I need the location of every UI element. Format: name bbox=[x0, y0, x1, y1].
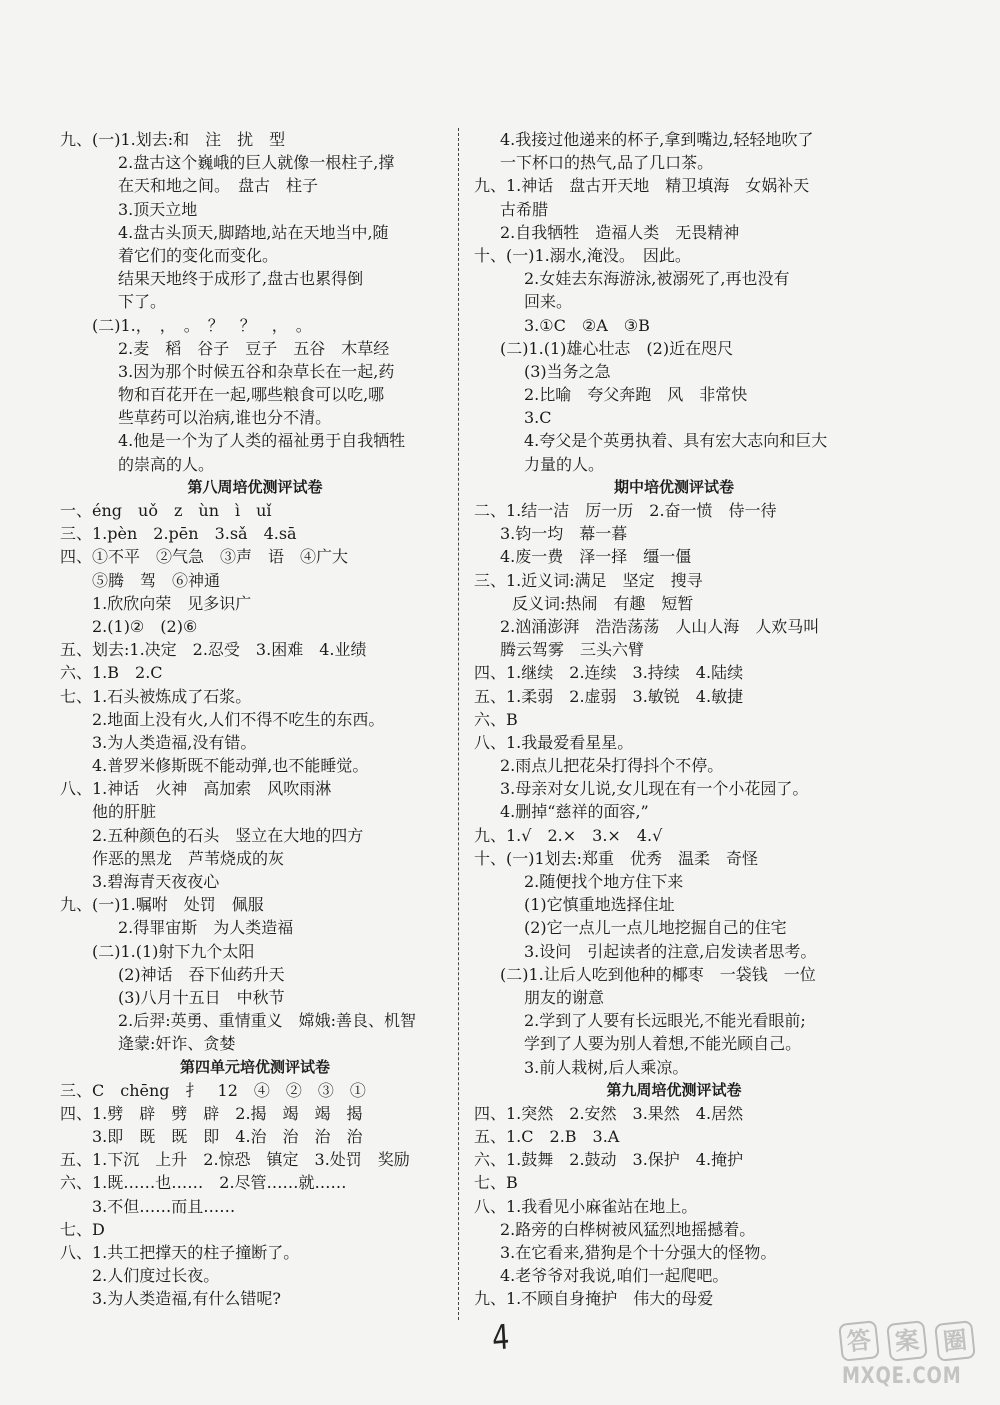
answer-line: 2.(1)② (2)⑥ bbox=[92, 616, 198, 636]
answer-line: 2.自我牺牲 造福人类 无畏精神 bbox=[500, 222, 740, 242]
answer-line: 九、1.√ 2.× 3.× 4.√ bbox=[474, 825, 663, 845]
answer-line: 3.母亲对女儿说,女儿现在有一个小花园了。 bbox=[500, 779, 809, 799]
answer-line: 3.在它看来,猎狗是个十分强大的怪物。 bbox=[500, 1243, 777, 1262]
answer-line: 4.废一费 泽一择 缰一僵 bbox=[500, 547, 692, 567]
answer-line: 4.我接过他递来的杯子,拿到嘴边,轻轻地吹了 bbox=[500, 130, 814, 149]
answer-line: 三、1.pèn 2.pēn 3.sǎ 4.sā bbox=[60, 524, 297, 544]
answer-line: 3.碧海青天夜夜心 bbox=[92, 872, 220, 891]
column-divider bbox=[458, 128, 459, 1320]
answer-line: (3)八月十五日 中秋节 bbox=[118, 987, 285, 1007]
answer-line: 2.得罪宙斯 为人类造福 bbox=[118, 918, 294, 938]
answer-line: (二)1.(1)射下九个太阳 bbox=[92, 941, 255, 961]
answer-line: 4.老爷爷对我说,咱们一起爬吧。 bbox=[500, 1266, 729, 1286]
section-heading: 期中培优测评试卷 bbox=[613, 477, 734, 496]
answer-line: (2)它一点儿一点儿地挖掘自己的住宅 bbox=[524, 918, 787, 938]
answer-line: 六、1.B 2.C bbox=[60, 663, 163, 683]
answer-line: (3)当务之急 bbox=[524, 361, 611, 381]
answer-line: 三、1.近义词:满足 坚定 搜寻 bbox=[474, 570, 703, 590]
answer-line: 九、1.神话 盘古开天地 精卫填海 女娲补天 bbox=[474, 176, 810, 196]
answer-line: 的崇高的人。 bbox=[118, 454, 215, 474]
answer-line: (1)它慎重地选择住址 bbox=[524, 895, 675, 915]
answer-line: 五、1.下沉 上升 2.惊恐 镇定 3.处罚 奖励 bbox=[60, 1150, 410, 1170]
answer-line: 4.普罗米修斯既不能动弹,也不能睡觉。 bbox=[92, 756, 369, 776]
answer-line: 二、1.结一洁 厉一历 2.奋一愤 侍一待 bbox=[474, 501, 777, 520]
answer-line: 2.雨点儿把花朵打得抖个不停。 bbox=[500, 756, 724, 776]
answer-line: 反义词:热闹 有趣 短暂 bbox=[512, 593, 694, 613]
answer-line: 4.夸父是个英勇执着、具有宏大志向和巨大 bbox=[524, 431, 828, 451]
answer-line: 4.盘古头顶天,脚踏地,站在天地当中,随 bbox=[118, 222, 389, 242]
answer-line: 2.麦 稻 谷子 豆子 五谷 木草经 bbox=[118, 338, 390, 358]
answer-line: 2.女娃去东海游泳,被溺死了,再也没有 bbox=[524, 269, 790, 289]
watermark-url: MXQE.COM bbox=[842, 1364, 962, 1389]
answer-line: 逄蒙:奸诈、贪婪 bbox=[118, 1034, 236, 1054]
answer-line: 九、(一)1.嘱咐 处罚 佩服 bbox=[60, 895, 264, 915]
answer-line: 4.删掉“慈祥的面容,” bbox=[500, 802, 649, 822]
answer-line: 2.比喻 夸父奔跑 风 非常快 bbox=[524, 385, 748, 405]
answer-line: 3.即 既 既 即 4.治 治 治 治 bbox=[92, 1127, 363, 1147]
watermark-glyph: 圈 bbox=[934, 1320, 976, 1362]
answer-line: 五、1.柔弱 2.虚弱 3.敏锐 4.敏捷 bbox=[474, 686, 744, 706]
watermark-logo bbox=[838, 1322, 988, 1392]
answer-line: 在天和地之间。 盘古 柱子 bbox=[118, 176, 319, 196]
left-column bbox=[60, 128, 450, 1311]
section-heading: 第八周培优测评试卷 bbox=[187, 477, 323, 496]
answer-line: 九、1.不顾自身掩护 伟大的母爱 bbox=[474, 1289, 714, 1309]
watermark-glyph: 案 bbox=[886, 1320, 928, 1362]
answer-line: 五、划去:1.决定 2.忍受 3.困难 4.业绩 bbox=[60, 640, 367, 660]
answer-line: 2.地面上没有火,人们不得不吃生的东西。 bbox=[92, 709, 385, 729]
answer-line: 1.欣欣向荣 见多识广 bbox=[92, 593, 252, 613]
answer-line: 三、C chēng 扌 12 ④ ② ③ ① bbox=[60, 1080, 366, 1100]
answer-line: 3.为人类造福,有什么错呢? bbox=[92, 1289, 281, 1309]
answer-line: 七、1.石头被炼成了石浆。 bbox=[60, 686, 252, 706]
answer-line: 3.因为那个时候五谷和杂草长在一起,药 bbox=[118, 361, 395, 381]
answer-line: 四、1.继续 2.连续 3.持续 4.陆续 bbox=[474, 663, 744, 683]
answer-line: 一、éng uǒ z ùn ì uǐ bbox=[60, 501, 272, 520]
answer-line: 五、1.C 2.B 3.A bbox=[474, 1127, 620, 1147]
answer-line: 2.学到了人要有长远眼光,不能光看眼前; bbox=[524, 1011, 806, 1031]
answer-line: 七、D bbox=[60, 1219, 105, 1239]
answer-line: 3.不但……而且…… bbox=[92, 1196, 236, 1216]
answer-line: 作恶的黑龙 芦苇烧成的灰 bbox=[92, 848, 285, 868]
answer-line: 回来。 bbox=[524, 292, 573, 312]
section-heading: 第四单元培优测评试卷 bbox=[179, 1057, 330, 1076]
answer-line: 3.C bbox=[524, 408, 552, 428]
answer-line: 结果天地终于成形了,盘古也累得倒 bbox=[118, 269, 364, 289]
answer-line: 他的肝脏 bbox=[92, 802, 157, 822]
answer-line: 九、(一)1.划去:和 注 扰 型 bbox=[60, 130, 286, 149]
answer-line: 3.①C ②A ③B bbox=[524, 315, 650, 335]
answer-line: 一下杯口的热气,品了几口茶。 bbox=[500, 153, 714, 173]
answer-line: 2.人们度过长夜。 bbox=[92, 1266, 220, 1286]
answer-line: (二)1.， ， 。 ？ ？ ， 。 bbox=[92, 315, 312, 335]
answer-line: 六、1.既……也…… 2.尽管……就…… bbox=[60, 1173, 347, 1193]
answer-line: (二)1.让后人吃到他种的椰枣 一袋钱 一位 bbox=[500, 964, 816, 984]
answer-line: 3.设问 引起读者的注意,启发读者思考。 bbox=[524, 941, 817, 961]
answer-line: 2.后羿:英勇、重情重义 嫦娥:善良、机智 bbox=[118, 1011, 417, 1031]
answer-line: 八、1.共工把撑天的柱子撞断了。 bbox=[60, 1243, 300, 1262]
answer-line: 4.他是一个为了人类的福祉勇于自我牺牲 bbox=[118, 431, 406, 451]
answer-line: 3.钧一均 幕一暮 bbox=[500, 524, 628, 544]
answer-line: 2.随便找个地方住下来 bbox=[524, 872, 684, 891]
answer-line: 七、B bbox=[474, 1173, 518, 1193]
page-number: 4 bbox=[491, 1317, 511, 1359]
answer-line: 腾云驾雾 三头六臂 bbox=[500, 640, 645, 660]
answer-line: ⑤腾 驾 ⑥神通 bbox=[92, 570, 221, 590]
answer-line: 下了。 bbox=[118, 292, 167, 312]
answer-line: 着它们的变化而变化。 bbox=[118, 245, 279, 265]
answer-line: 四、①不平 ②气急 ③声 语 ④广大 bbox=[60, 547, 349, 567]
answer-line: (二)1.(1)雄心壮志 (2)近在咫尺 bbox=[500, 338, 734, 358]
answer-line: 3.顶天立地 bbox=[118, 199, 198, 219]
answer-line: 2.五种颜色的石头 竖立在大地的四方 bbox=[92, 825, 364, 845]
answer-line: 四、1.劈 辟 劈 辟 2.揭 竭 竭 揭 bbox=[60, 1103, 363, 1123]
right-column bbox=[474, 128, 874, 1311]
answer-line: (2)神话 吞下仙药升天 bbox=[118, 964, 285, 984]
answer-line: 2.盘古这个巍峨的巨人就像一根柱子,撑 bbox=[118, 153, 395, 173]
answer-line: 十、(一)1.溺水,淹没。 因此。 bbox=[474, 245, 691, 265]
answer-line: 四、1.突然 2.安然 3.果然 4.居然 bbox=[474, 1103, 744, 1123]
answer-line: 八、1.我最爱看星星。 bbox=[474, 732, 634, 752]
answer-line: 物和百花开在一起,哪些粮食可以吃,哪 bbox=[118, 385, 385, 405]
answer-line: 学到了人要为别人着想,不能光顾自己。 bbox=[524, 1034, 802, 1054]
answer-line: 3.为人类造福,没有错。 bbox=[92, 732, 257, 752]
answer-line: 朋友的谢意 bbox=[524, 987, 605, 1007]
answer-line: 八、1.我看见小麻雀站在地上。 bbox=[474, 1196, 698, 1216]
answer-line: 八、1.神话 火神 高加索 风吹雨淋 bbox=[60, 779, 332, 799]
watermark-glyph: 答 bbox=[838, 1320, 880, 1362]
answer-line: 2.汹涌澎湃 浩浩荡荡 人山人海 人欢马叫 bbox=[500, 616, 820, 636]
answer-line: 些草药可以治病,谁也分不清。 bbox=[118, 408, 332, 428]
answer-line: 六、B bbox=[474, 709, 518, 729]
answer-line: 十、(一)1划去:郑重 优秀 温柔 奇怪 bbox=[474, 848, 759, 868]
answer-line: 3.前人栽树,后人乘凉。 bbox=[524, 1057, 689, 1077]
answer-line: 2.路旁的白桦树被风猛烈地摇撼着。 bbox=[500, 1219, 756, 1239]
section-heading: 第九周培优测评试卷 bbox=[606, 1080, 742, 1099]
answer-line: 力量的人。 bbox=[524, 454, 605, 474]
answer-line: 古希腊 bbox=[500, 199, 549, 219]
answer-line: 六、1.鼓舞 2.鼓动 3.保护 4.掩护 bbox=[474, 1150, 744, 1170]
